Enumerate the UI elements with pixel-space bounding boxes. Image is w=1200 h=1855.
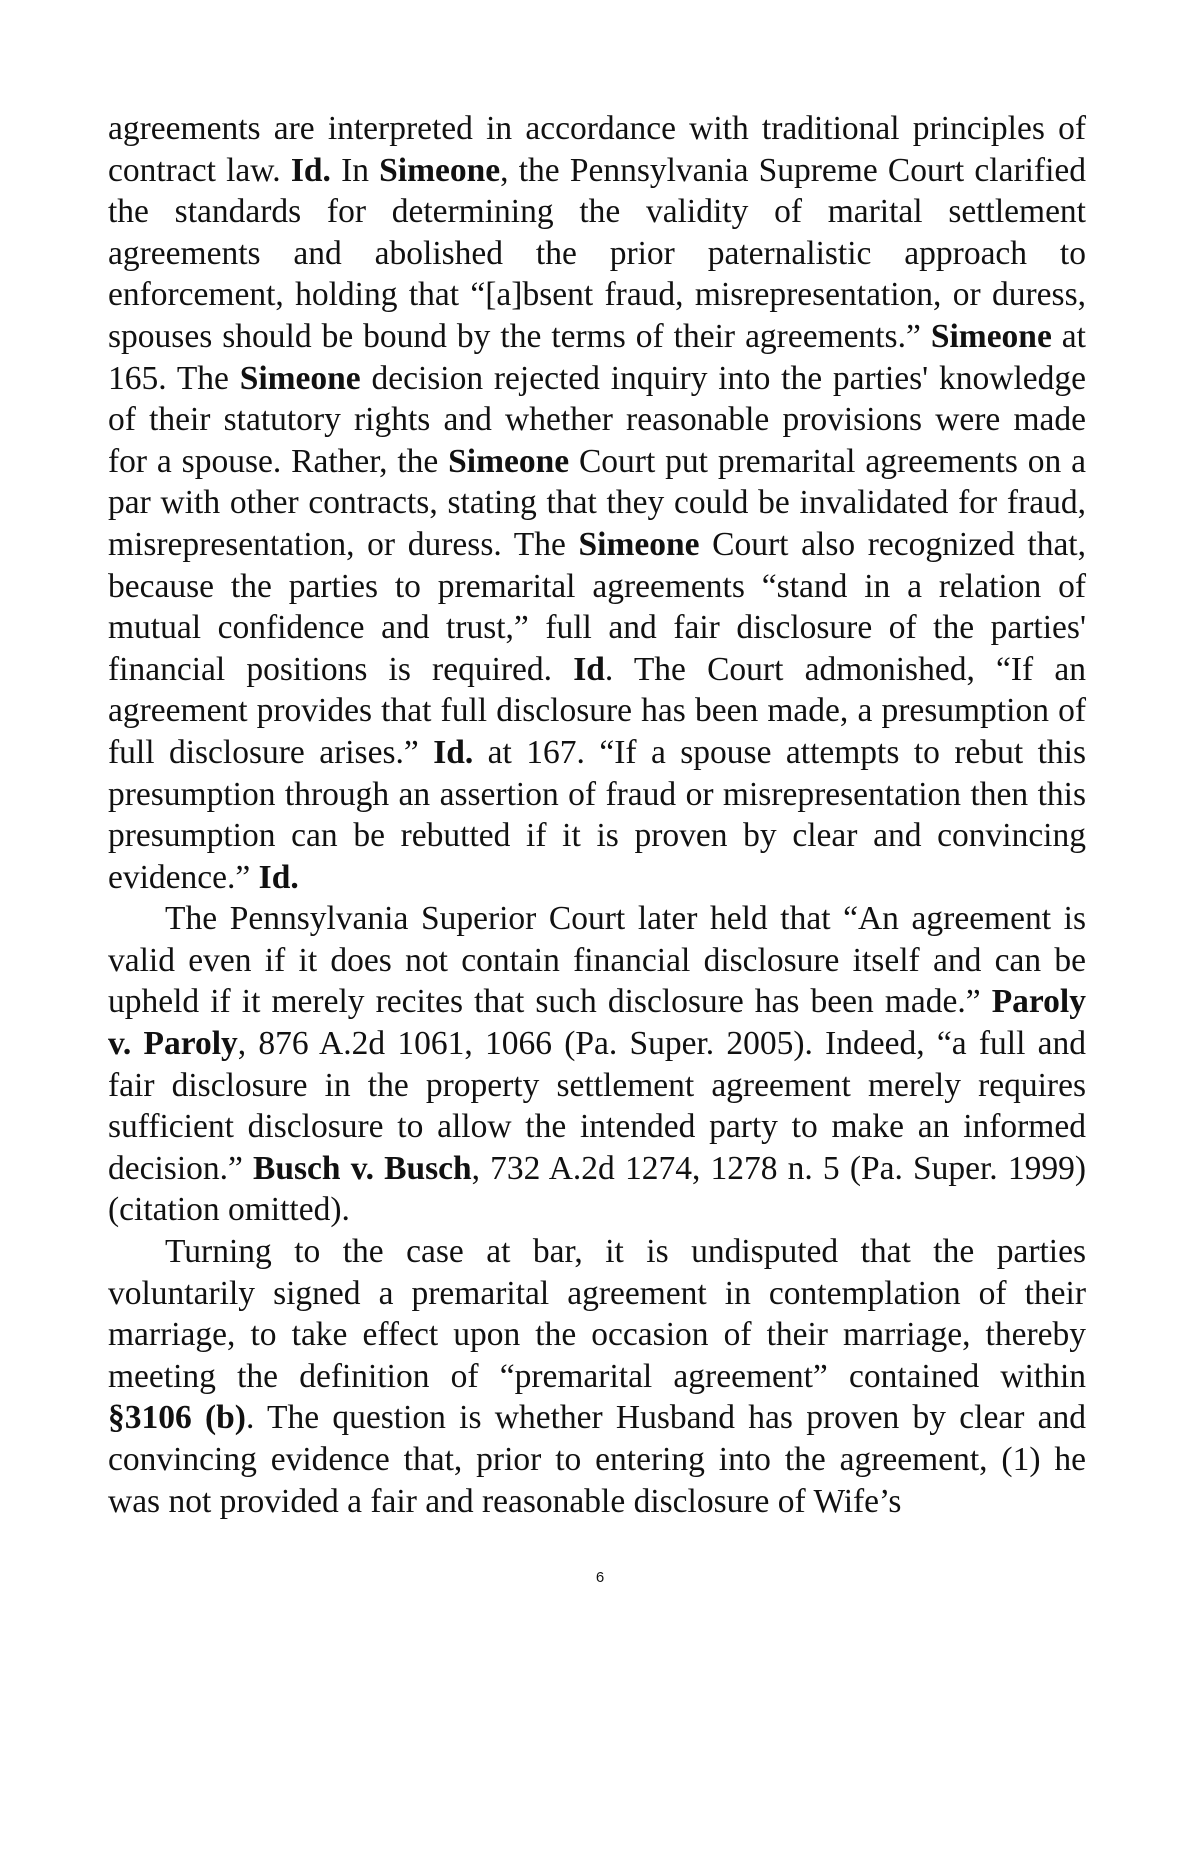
text-run: at 167. “If a spouse attempts to rebut this presumption through an assertion of fraud or misrepresentation then this presumption can be rebutted if it is proven by clear and convincing evidence.” <box>108 733 1086 896</box>
citation-bold: Simeone <box>578 525 700 563</box>
text-run: agreements are interpreted in accordance with traditional principles of contract law. <box>108 110 1086 189</box>
text-run: The Pennsylvania Superior Court later held that “An agreement is valid even if it does not contain financial disclosure itself and can be upheld if it merely recites that such disclosure has been made.” <box>108 900 1086 1021</box>
paragraph <box>108 108 1086 898</box>
text-run: In <box>330 151 380 189</box>
citation-bold: Busch v. Busch <box>253 1149 472 1187</box>
text-run: , 876 A.2d 1061, 1066 (Pa. Super. 2005). Indeed, “a full and fair disclosure in the property settlement agreement merely requires sufficient disclosure to allow the intended party to make an informed decision.” <box>108 1025 1086 1187</box>
text-run: Court put premarital agreements on a par with other contracts, stating that they could be invalidated for fraud, misrepresentation, or duress. The <box>108 442 1086 563</box>
citation-bold: Id. <box>433 733 474 771</box>
citation-bold: Simeone <box>379 151 501 189</box>
citation-bold: Simeone <box>448 442 570 480</box>
citation-bold: Simeone <box>930 317 1052 355</box>
text-run: . The Court admonished, “If an agreement provides that full disclosure has been made, a presumption of full disclosure arises.” <box>108 650 1086 771</box>
paragraph <box>108 1231 1086 1522</box>
paragraph <box>108 898 1086 1231</box>
citation-bold: Simeone <box>239 359 361 397</box>
citation-bold: Id. <box>258 858 299 896</box>
citation-bold: Id <box>573 650 605 688</box>
citation-bold: Paroly v. Paroly <box>108 983 1086 1063</box>
citation-bold: §3106 (b) <box>108 1399 246 1437</box>
citation-bold: Id. <box>290 151 331 189</box>
body-text <box>108 108 1086 1522</box>
text-run: Turning to the case at bar, it is undisputed that the parties voluntarily signed a premarital agreement in contemplation of their marriage, to take effect upon the occasion of their marriage, thereby meeting the definition of “premarital agreement” contained within <box>108 1233 1086 1395</box>
text-run: decision rejected inquiry into the parties' knowledge of their statutory rights and whether reasonable provisions were made for a spouse. Rather, the <box>108 359 1086 480</box>
text-run: , 732 A.2d 1274, 1278 n. 5 (Pa. Super. 1999)(citation omitted). <box>108 1149 1086 1229</box>
text-run: at 165. The <box>108 317 1086 397</box>
text-run: . The question is whether Husband has proven by clear and convincing evidence that, prior to entering into the agreement, (1) he was not provided a fair and reasonable disclosure of Wife’s <box>108 1399 1086 1520</box>
text-run: , the Pennsylvania Supreme Court clarified the standards for determining the validity of marital settlement agreements and abolished the prior paternalistic approach to enforcement, holding that “[a]bsent fraud, misrepresentation, or duress, spouses should be bound by the terms of their agreements.” <box>108 151 1087 355</box>
page-number: 6 <box>595 1569 605 1586</box>
text-run: Court also recognized that, because the parties to premarital agreements “stand in a relation of mutual confidence and trust,” full and fair disclosure of the parties' financial positions is required. <box>108 525 1086 688</box>
